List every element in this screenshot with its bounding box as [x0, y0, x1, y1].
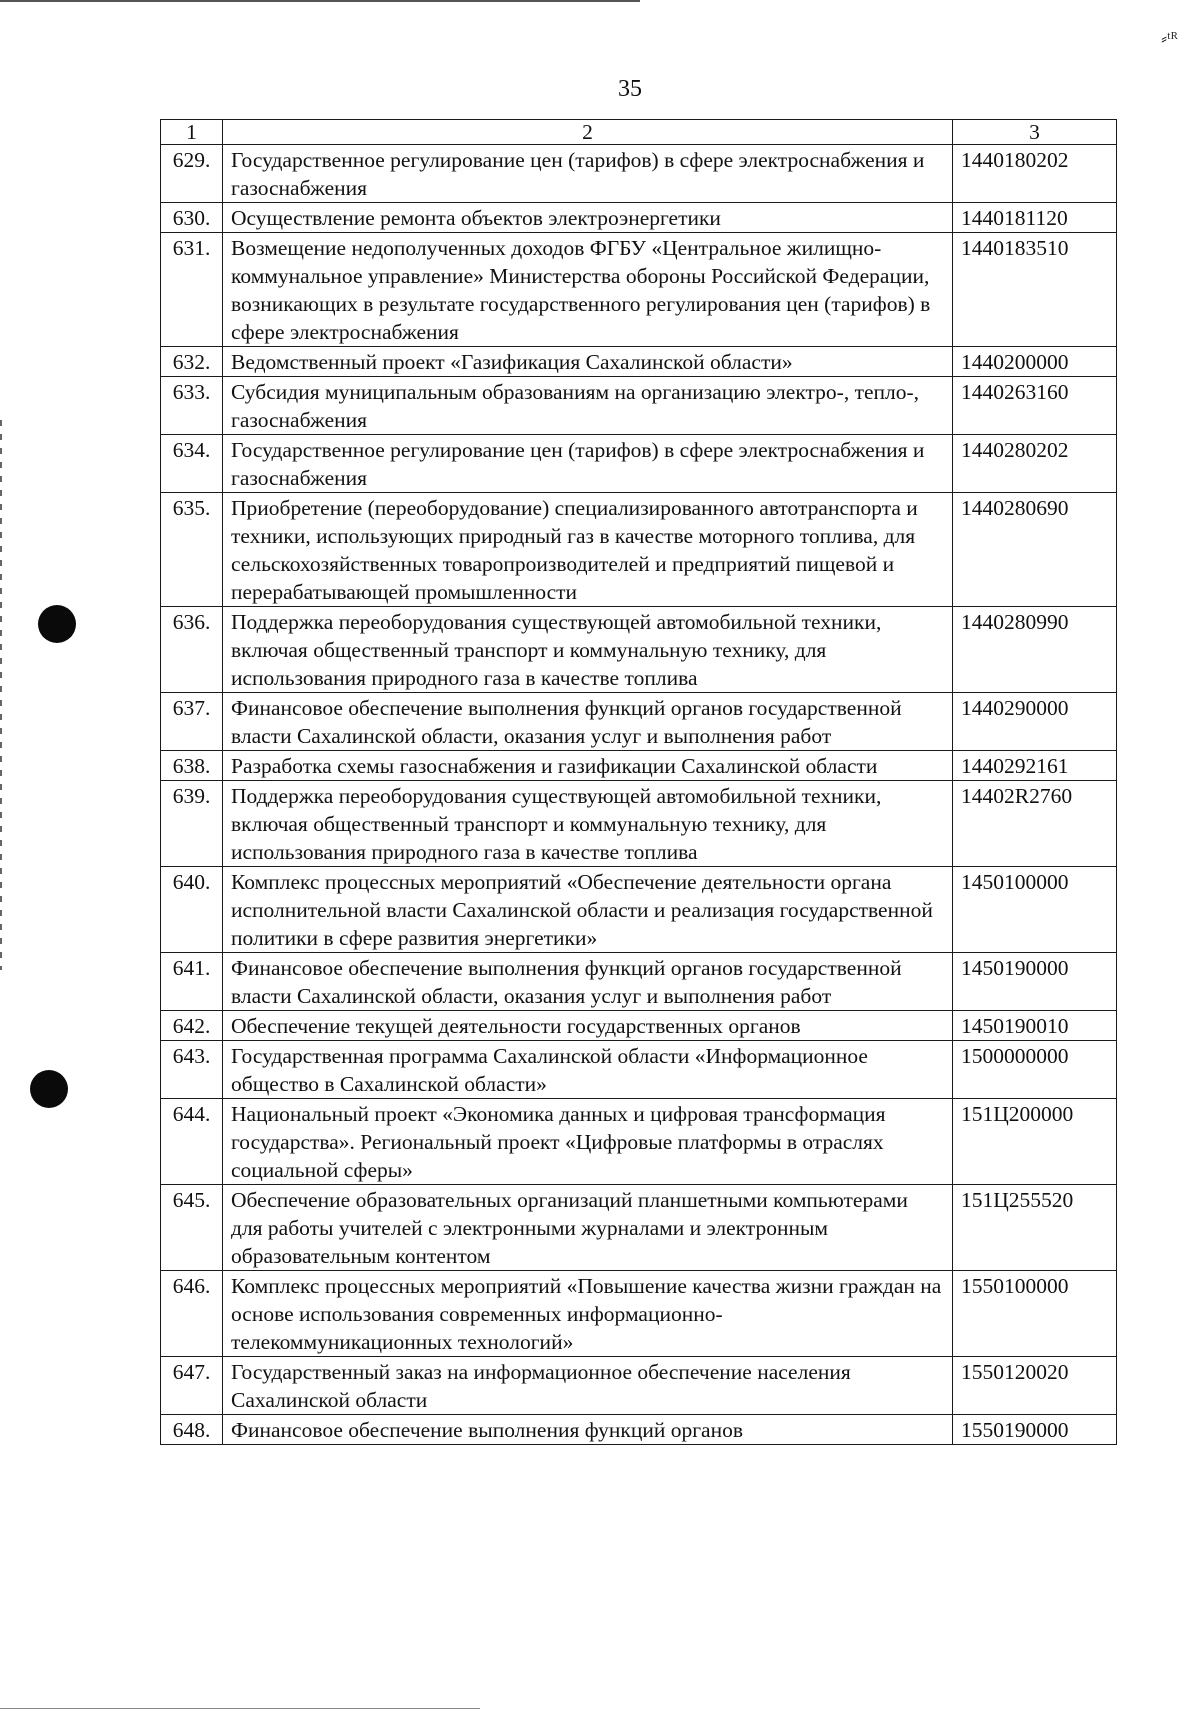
- table-row: [161, 1011, 1117, 1041]
- row-code: 151Ц255520: [953, 1185, 1117, 1271]
- row-description: Комплекс процессных мероприятий «Обеспечение деятельности органа исполнительной власти Сахалинской области и реализация государственной политики в сфере развития энергетики»: [223, 867, 953, 953]
- table-row: [161, 377, 1117, 435]
- row-description: Национальный проект «Экономика данных и цифровая трансформация государства». Региональный проект «Цифровые платформы в отраслях социальной сферы»: [223, 1099, 953, 1185]
- page-number: 35: [618, 76, 642, 102]
- row-code: 1440280990: [953, 607, 1117, 693]
- budget-codes-table: [160, 119, 1117, 1445]
- table-row: [161, 693, 1117, 751]
- row-number: 648.: [161, 1415, 223, 1445]
- table-row: [161, 953, 1117, 1011]
- table-row: [161, 347, 1117, 377]
- row-code: 1450190000: [953, 953, 1117, 1011]
- row-code: 1440280690: [953, 493, 1117, 607]
- row-number: 631.: [161, 233, 223, 347]
- header-col-3: 3: [953, 120, 1117, 145]
- header-col-2: 2: [223, 120, 953, 145]
- row-code: 1440181120: [953, 203, 1117, 233]
- row-code: 1450190010: [953, 1011, 1117, 1041]
- row-number: 636.: [161, 607, 223, 693]
- row-description: Государственное регулирование цен (тарифов) в сфере электроснабжения и газоснабжения: [223, 145, 953, 203]
- row-code: 1440263160: [953, 377, 1117, 435]
- scan-edge-top: [0, 0, 640, 2]
- table-row: [161, 203, 1117, 233]
- row-number: 644.: [161, 1099, 223, 1185]
- row-code: 1440280202: [953, 435, 1117, 493]
- punch-hole-icon: [38, 605, 76, 643]
- row-description: Разработка схемы газоснабжения и газификации Сахалинской области: [223, 751, 953, 781]
- row-number: 630.: [161, 203, 223, 233]
- row-description: Поддержка переоборудования существующей автомобильной техники, включая общественный транспорт и коммунальную технику, для использования природного газа в качестве топлива: [223, 607, 953, 693]
- table-row: [161, 781, 1117, 867]
- table-row: [161, 607, 1117, 693]
- row-number: 640.: [161, 867, 223, 953]
- row-description: Финансовое обеспечение выполнения функций органов: [223, 1415, 953, 1445]
- table-row: [161, 1415, 1117, 1445]
- table-body: [161, 120, 1117, 1445]
- row-code: 1550190000: [953, 1415, 1117, 1445]
- corner-mark: ⸗ᵗᴿ: [1161, 28, 1178, 48]
- row-number: 634.: [161, 435, 223, 493]
- row-description: Субсидия муниципальным образованиям на организацию электро-, тепло-, газоснабжения: [223, 377, 953, 435]
- row-code: 1440200000: [953, 347, 1117, 377]
- row-number: 637.: [161, 693, 223, 751]
- row-code: 1500000000: [953, 1041, 1117, 1099]
- row-number: 633.: [161, 377, 223, 435]
- row-code: 1450100000: [953, 867, 1117, 953]
- row-number: 645.: [161, 1185, 223, 1271]
- table-row: [161, 1271, 1117, 1357]
- table-row: [161, 233, 1117, 347]
- table-row: [161, 1357, 1117, 1415]
- table-row: [161, 1185, 1117, 1271]
- scan-edge-left: [0, 420, 2, 970]
- table-row: [161, 435, 1117, 493]
- row-number: 647.: [161, 1357, 223, 1415]
- row-description: Поддержка переоборудования существующей автомобильной техники, включая общественный транспорт и коммунальную технику, для использования природного газа в качестве топлива: [223, 781, 953, 867]
- row-description: Обеспечение образовательных организаций планшетными компьютерами для работы учителей с электронными журналами и электронным образовательным контентом: [223, 1185, 953, 1271]
- row-number: 646.: [161, 1271, 223, 1357]
- row-description: Государственный заказ на информационное обеспечение населения Сахалинской области: [223, 1357, 953, 1415]
- row-code: 151Ц200000: [953, 1099, 1117, 1185]
- row-description: Ведомственный проект «Газификация Сахалинской области»: [223, 347, 953, 377]
- row-description: Государственное регулирование цен (тарифов) в сфере электроснабжения и газоснабжения: [223, 435, 953, 493]
- row-number: 641.: [161, 953, 223, 1011]
- header-col-1: 1: [161, 120, 223, 145]
- table-row: [161, 867, 1117, 953]
- row-code: 1550120020: [953, 1357, 1117, 1415]
- row-description: Комплекс процессных мероприятий «Повышение качества жизни граждан на основе использования современных информационно-телекоммуникационных технологий»: [223, 1271, 953, 1357]
- row-description: Обеспечение текущей деятельности государственных органов: [223, 1011, 953, 1041]
- row-number: 643.: [161, 1041, 223, 1099]
- table-row: [161, 493, 1117, 607]
- row-number: 635.: [161, 493, 223, 607]
- row-number: 629.: [161, 145, 223, 203]
- row-code: 1440183510: [953, 233, 1117, 347]
- row-code: 1440292161: [953, 751, 1117, 781]
- row-number: 632.: [161, 347, 223, 377]
- row-description: Финансовое обеспечение выполнения функций органов государственной власти Сахалинской области, оказания услуг и выполнения работ: [223, 693, 953, 751]
- row-description: Государственная программа Сахалинской области «Информационное общество в Сахалинской области»: [223, 1041, 953, 1099]
- punch-hole-icon: [30, 1070, 68, 1108]
- row-description: Приобретение (переоборудование) специализированного автотранспорта и техники, использующих природный газ в качестве моторного топлива, для сельскохозяйственных товаропроизводителей и предприятий пищевой и перерабатывающей промышленности: [223, 493, 953, 607]
- table-row: [161, 751, 1117, 781]
- row-number: 642.: [161, 1011, 223, 1041]
- table-header-row: [161, 120, 1117, 145]
- table-row: [161, 1041, 1117, 1099]
- row-code: 14402R2760: [953, 781, 1117, 867]
- row-description: Финансовое обеспечение выполнения функций органов государственной власти Сахалинской области, оказания услуг и выполнения работ: [223, 953, 953, 1011]
- row-code: 1440180202: [953, 145, 1117, 203]
- row-description: Возмещение недополученных доходов ФГБУ «Центральное жилищно-коммунальное управление» Министерства обороны Российской Федерации, возникающих в результате государственного регулирования цен (тарифов) в сфере электроснабжения: [223, 233, 953, 347]
- row-code: 1440290000: [953, 693, 1117, 751]
- scan-edge-bottom: [0, 1708, 480, 1709]
- row-code: 1550100000: [953, 1271, 1117, 1357]
- row-number: 639.: [161, 781, 223, 867]
- row-number: 638.: [161, 751, 223, 781]
- table-row: [161, 145, 1117, 203]
- row-description: Осуществление ремонта объектов электроэнергетики: [223, 203, 953, 233]
- table-row: [161, 1099, 1117, 1185]
